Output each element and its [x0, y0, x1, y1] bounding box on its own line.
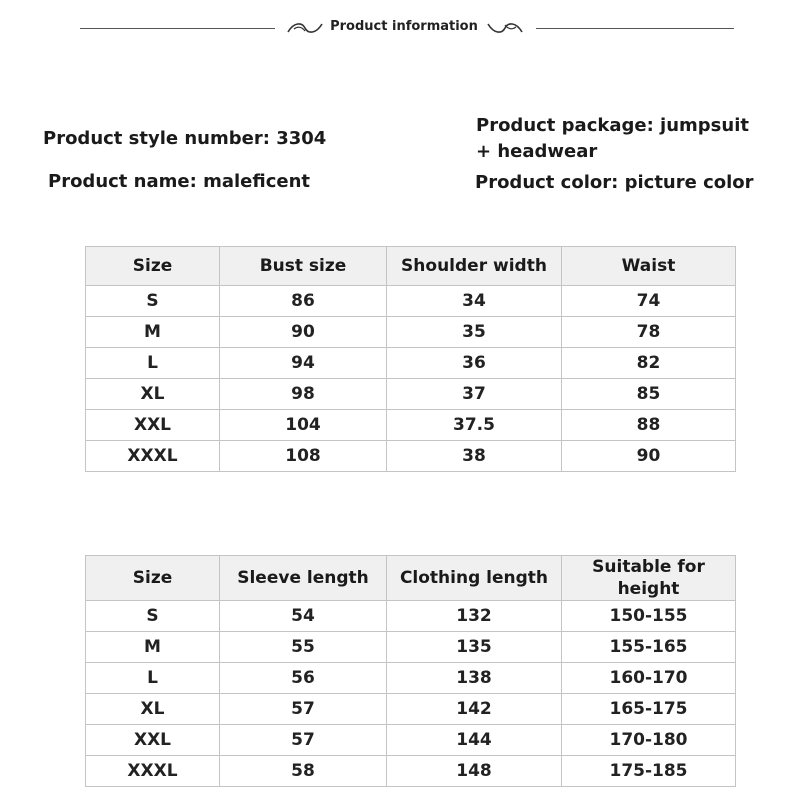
table-cell: 58 [220, 756, 387, 787]
table-cell: 155-165 [562, 632, 736, 663]
product-color: Product color: picture color [475, 172, 754, 193]
column-header: Bust size [220, 247, 387, 286]
table-row [86, 410, 736, 441]
table-row [86, 441, 736, 472]
table-cell: 85 [562, 379, 736, 410]
product-package: Product package: jumpsuit + headwear [476, 115, 749, 162]
table-row [86, 379, 736, 410]
table-cell: 54 [220, 601, 387, 632]
table-cell: XL [86, 694, 220, 725]
table-cell: 74 [562, 286, 736, 317]
table-cell: 78 [562, 317, 736, 348]
column-header: Suitable for height [562, 556, 736, 601]
table-cell: 56 [220, 663, 387, 694]
table-cell: 104 [220, 410, 387, 441]
table-cell: 132 [387, 601, 562, 632]
swirl-ornament-icon [484, 18, 526, 38]
table-cell: S [86, 286, 220, 317]
table-cell: XL [86, 379, 220, 410]
table-cell: 175-185 [562, 756, 736, 787]
table-cell: 98 [220, 379, 387, 410]
table-cell: 148 [387, 756, 562, 787]
table-cell: 90 [562, 441, 736, 472]
column-header: Clothing length [387, 556, 562, 601]
swirl-ornament-icon [284, 18, 326, 38]
table-cell: XXL [86, 725, 220, 756]
table-row [86, 694, 736, 725]
table-row [86, 286, 736, 317]
column-header: Size [86, 247, 220, 286]
section-header [0, 14, 800, 42]
product-name: Product name: maleficent [48, 171, 310, 192]
table-cell: 90 [220, 317, 387, 348]
table-cell: L [86, 663, 220, 694]
size-chart-lengths [85, 555, 736, 787]
column-header: Shoulder width [387, 247, 562, 286]
table-cell: 88 [562, 410, 736, 441]
table-cell: M [86, 317, 220, 348]
column-header: Sleeve length [220, 556, 387, 601]
table-row [86, 663, 736, 694]
table-cell: 142 [387, 694, 562, 725]
table-cell: 86 [220, 286, 387, 317]
size-chart-measurements [85, 246, 736, 472]
table-cell: 138 [387, 663, 562, 694]
table-row [86, 632, 736, 663]
table-row [86, 725, 736, 756]
table-cell: 160-170 [562, 663, 736, 694]
table-row [86, 756, 736, 787]
table-cell: 165-175 [562, 694, 736, 725]
table-cell: 37 [387, 379, 562, 410]
product-style-number: Product style number: 3304 [43, 128, 327, 149]
table-cell: 135 [387, 632, 562, 663]
header-title: Product information [330, 19, 478, 34]
table-cell: 150-155 [562, 601, 736, 632]
table-cell: 37.5 [387, 410, 562, 441]
table-cell: 57 [220, 725, 387, 756]
table-header-row [86, 247, 736, 286]
table-header-row [86, 556, 736, 601]
table-cell: 94 [220, 348, 387, 379]
table-cell: XXXL [86, 441, 220, 472]
table-cell: 170-180 [562, 725, 736, 756]
table-cell: 36 [387, 348, 562, 379]
table-row [86, 601, 736, 632]
table-cell: 144 [387, 725, 562, 756]
header-divider-right [536, 28, 734, 29]
table-cell: 55 [220, 632, 387, 663]
table-cell: 57 [220, 694, 387, 725]
header-divider-left [80, 28, 275, 29]
table-row [86, 317, 736, 348]
table-cell: XXXL [86, 756, 220, 787]
table-cell: M [86, 632, 220, 663]
table-cell: 35 [387, 317, 562, 348]
table-cell: 108 [220, 441, 387, 472]
table-cell: 38 [387, 441, 562, 472]
table-cell: 34 [387, 286, 562, 317]
table-cell: XXL [86, 410, 220, 441]
table-cell: 82 [562, 348, 736, 379]
column-header: Waist [562, 247, 736, 286]
table-row [86, 348, 736, 379]
table-cell: S [86, 601, 220, 632]
column-header: Size [86, 556, 220, 601]
table-cell: L [86, 348, 220, 379]
